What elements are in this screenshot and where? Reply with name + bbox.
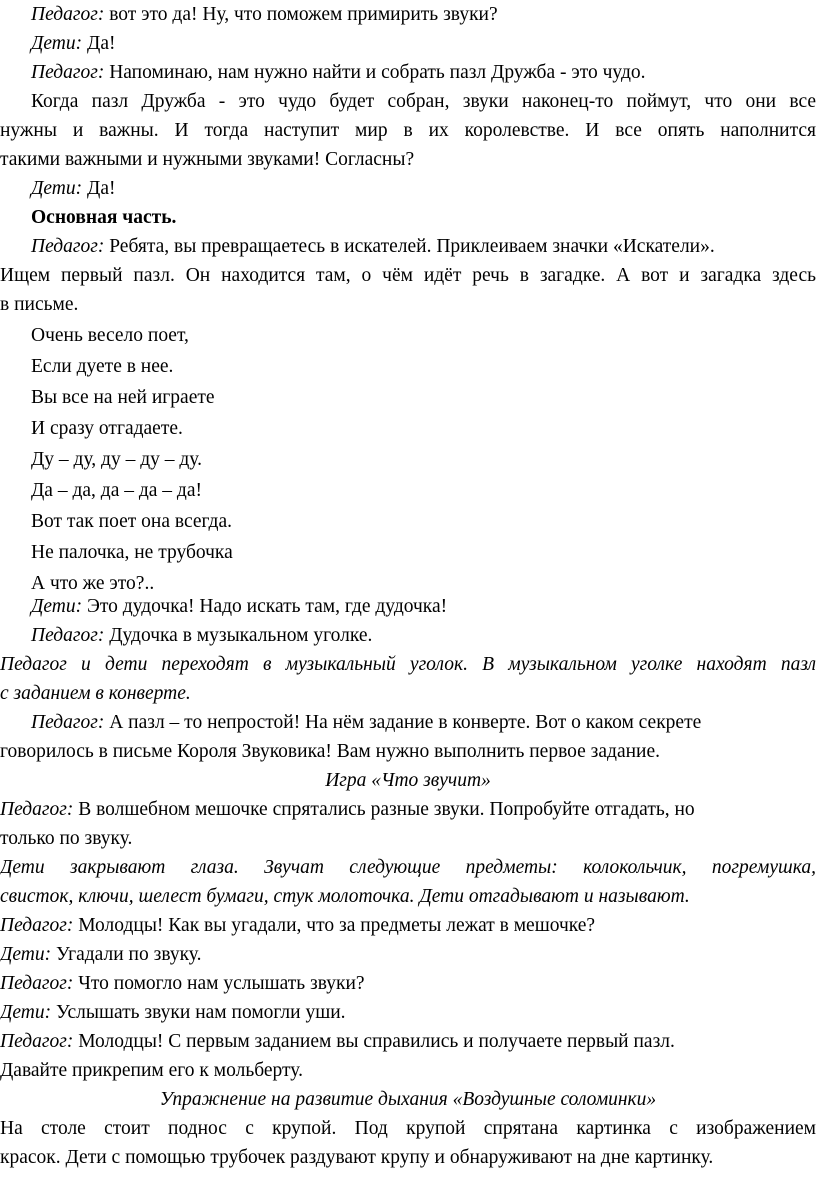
paragraph-line: Когда пазл Дружба - это чудо будет собран, звуки наконец-то поймут, что они все: [31, 91, 816, 112]
line-text: Да!: [82, 33, 116, 54]
speaker-label: Педагог:: [0, 973, 74, 994]
speaker-label: Педагог:: [0, 915, 74, 936]
stage-direction: Педагог и дети переходят в музыкальный уголок. В музыкальном уголке находят пазл: [0, 654, 816, 675]
paragraph-line: красок. Дети с помощью трубочек раздувают крупу и обнаруживают на дне картинку.: [0, 1147, 714, 1168]
line-text: Да!: [82, 178, 116, 199]
riddle-line: Если дуете в нее.: [31, 356, 174, 377]
line-text: вот это да! Ну, что поможем примирить звуки?: [104, 4, 498, 25]
riddle-line: Вы все на ней играете: [31, 387, 215, 408]
dialogue-line: [0, 174, 816, 203]
stage-direction: Дети закрывают глаза. Звучат следующие предметы: колокольчик, погремушка,: [0, 857, 816, 878]
paragraph-line: в письме.: [0, 294, 79, 315]
line-text: Услышать звуки нам помогли уши.: [51, 1002, 346, 1023]
speaker-label: Педагог:: [31, 712, 105, 733]
dialogue-line: [0, 911, 816, 940]
paragraph-line: говорилось в письме Короля Звуковика! Вам нужно выполнить первое задание.: [0, 741, 661, 762]
speaker-label: Педагог:: [0, 1031, 74, 1052]
riddle-line: Не палочка, не трубочка: [31, 542, 233, 563]
stage-direction: свисток, ключи, шелест бумаги, стук молоточка. Дети отгадывают и называют.: [0, 886, 690, 907]
speaker-label: Педагог:: [31, 625, 105, 646]
line-text: Это дудочка! Надо искать там, где дудочка!: [82, 596, 448, 617]
line-text: Молодцы! Как вы угадали, что за предметы лежат в мешочке?: [73, 915, 596, 936]
line-text: Молодцы! С первым заданием вы справились и получаете первый пазл.: [73, 1031, 675, 1052]
speaker-label: Дети:: [31, 33, 83, 54]
paragraph-line: Ищем первый пазл. Он находится там, о чём идёт речь в загадке. А вот и загадка здесь: [0, 265, 816, 286]
riddle-line: Очень весело поет,: [31, 325, 189, 346]
line-text: Ребята, вы превращаетесь в искателей. Приклеиваем значки «Искатели».: [104, 236, 715, 257]
riddle-line: А что же это?..: [31, 573, 155, 594]
dialogue-line: [0, 232, 816, 261]
paragraph-line: Давайте прикрепим его к мольберту.: [0, 1060, 303, 1081]
dialogue-line: [0, 940, 816, 969]
dialogue-line: [0, 592, 816, 621]
paragraph-line: только по звуку.: [0, 828, 133, 849]
riddle-line: Да – да, да – да – да!: [31, 480, 203, 501]
dialogue-line: [0, 29, 816, 58]
line-text: Напоминаю, нам нужно найти и собрать пазл Дружба - это чудо.: [104, 62, 646, 83]
riddle-line: И сразу отгадаете.: [31, 418, 183, 439]
riddle-line: Ду – ду, ду – ду – ду.: [31, 449, 202, 470]
speaker-label: Педагог:: [31, 62, 105, 83]
dialogue-line: [0, 708, 816, 737]
speaker-label: Дети:: [31, 178, 83, 199]
speaker-label: Педагог:: [0, 799, 74, 820]
dialogue-line: [0, 969, 816, 998]
line-text: Дудочка в музыкальном уголке.: [104, 625, 373, 646]
riddle-line: Вот так поет она всегда.: [31, 511, 232, 532]
dialogue-line: [0, 795, 816, 824]
section-heading: Основная часть.: [31, 207, 177, 228]
stage-direction: с заданием в конверте.: [0, 683, 191, 704]
speaker-label: Дети:: [0, 944, 52, 965]
line-text: Что помогло нам услышать звуки?: [73, 973, 365, 994]
dialogue-line: [0, 1027, 816, 1056]
speaker-label: Дети:: [31, 596, 83, 617]
paragraph-line: нужны и важны. И тогда наступит мир в их королевстве. И все опять наполнится: [0, 120, 816, 141]
line-text: Угадали по звуку.: [51, 944, 202, 965]
dialogue-line: [0, 0, 816, 29]
dialogue-line: [0, 58, 816, 87]
exercise-title: Упражнение на развитие дыхания «Воздушные соломинки»: [159, 1089, 657, 1110]
paragraph-line: На столе стоит поднос с крупой. Под крупой спрятана картинка с изображением: [0, 1118, 816, 1139]
speaker-label: Педагог:: [31, 4, 105, 25]
line-text: А пазл – то непростой! На нём задание в конверте. Вот о каком секрете: [104, 712, 702, 733]
speaker-label: Педагог:: [31, 236, 105, 257]
paragraph-line: такими важными и нужными звуками! Согласны?: [0, 149, 415, 170]
dialogue-line: [0, 998, 816, 1027]
dialogue-line: [0, 621, 816, 650]
line-text: В волшебном мешочке спрятались разные звуки. Попробуйте отгадать, но: [73, 799, 695, 820]
speaker-label: Дети:: [0, 1002, 52, 1023]
game-title: Игра «Что звучит»: [325, 770, 491, 791]
